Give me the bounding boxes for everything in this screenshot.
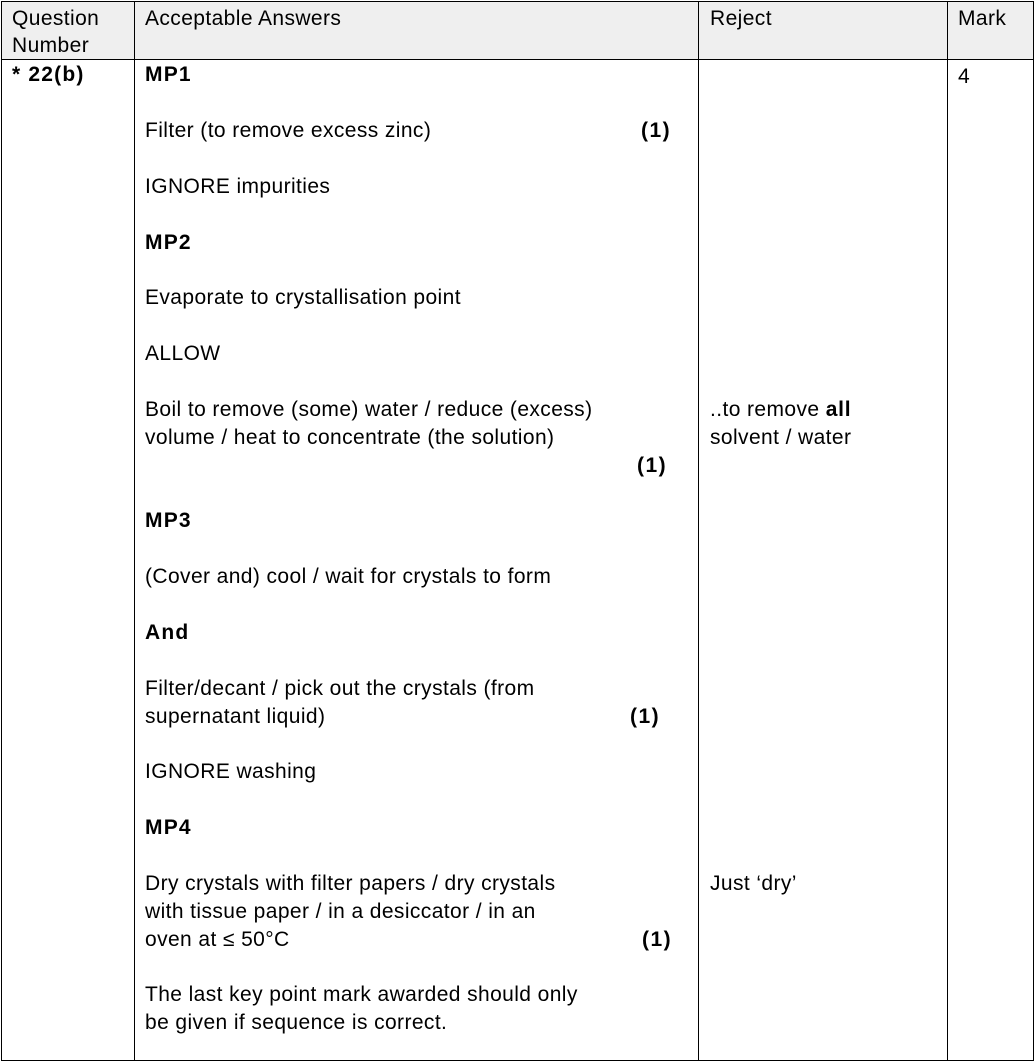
mp1-heading: MP1 [145, 63, 192, 86]
reject-1-emphasis: all [825, 398, 852, 421]
reject-1-prefix: ..to remove [710, 398, 826, 421]
mp3-text2-line1: Filter/decant / pick out the crystals (from [145, 677, 535, 700]
header-question-number-line1: Question [12, 7, 100, 30]
header-question-number-line2: Number [12, 34, 90, 57]
header-mark: Mark [958, 7, 1007, 30]
mark-scheme-table [1, 1, 1034, 1061]
mark-value: 4 [958, 65, 971, 88]
mp1-mark: (1) [641, 119, 672, 142]
mp2-allow: ALLOW [145, 342, 221, 365]
mp3-ignore: IGNORE washing [145, 760, 317, 783]
reject-1-line1 [710, 396, 851, 423]
reject-2: Just ‘dry’ [710, 872, 797, 895]
mp4-heading: MP4 [145, 816, 192, 839]
mp2-mark: (1) [637, 454, 668, 477]
question-number: * 22(b) [12, 63, 85, 86]
mp4-mark: (1) [642, 928, 673, 951]
column-divider-3 [947, 2, 948, 1060]
mp1-ignore: IGNORE impurities [145, 175, 331, 198]
mp4-line2: with tissue paper / in a desiccator / in an [145, 900, 536, 923]
reject-1-line2: solvent / water [710, 426, 852, 449]
mp3-mark: (1) [630, 705, 661, 728]
mp4-line1: Dry crystals with filter papers / dry crystals [145, 872, 556, 895]
mp2-alt-line2: volume / heat to concentrate (the solution) [145, 426, 555, 449]
header-divider [2, 59, 1033, 60]
sequence-note-line1: The last key point mark awarded should only [145, 983, 578, 1006]
mp2-heading: MP2 [145, 231, 192, 254]
mp2-alt-line1: Boil to remove (some) water / reduce (excess) [145, 398, 593, 421]
mp3-text: (Cover and) cool / wait for crystals to form [145, 565, 552, 588]
header-reject: Reject [710, 7, 772, 30]
mp3-and: And [145, 621, 190, 644]
mp1-text: Filter (to remove excess zinc) [145, 119, 432, 142]
mp4-line3: oven at ≤ 50°C [145, 928, 290, 951]
mp3-text2-line2: supernatant liquid) [145, 705, 326, 728]
column-divider-2 [698, 2, 699, 1060]
mp2-text: Evaporate to crystallisation point [145, 286, 461, 309]
header-acceptable-answers: Acceptable Answers [145, 7, 342, 30]
column-divider-1 [134, 2, 135, 1060]
mp3-heading: MP3 [145, 509, 192, 532]
sequence-note-line2: be given if sequence is correct. [145, 1011, 448, 1034]
